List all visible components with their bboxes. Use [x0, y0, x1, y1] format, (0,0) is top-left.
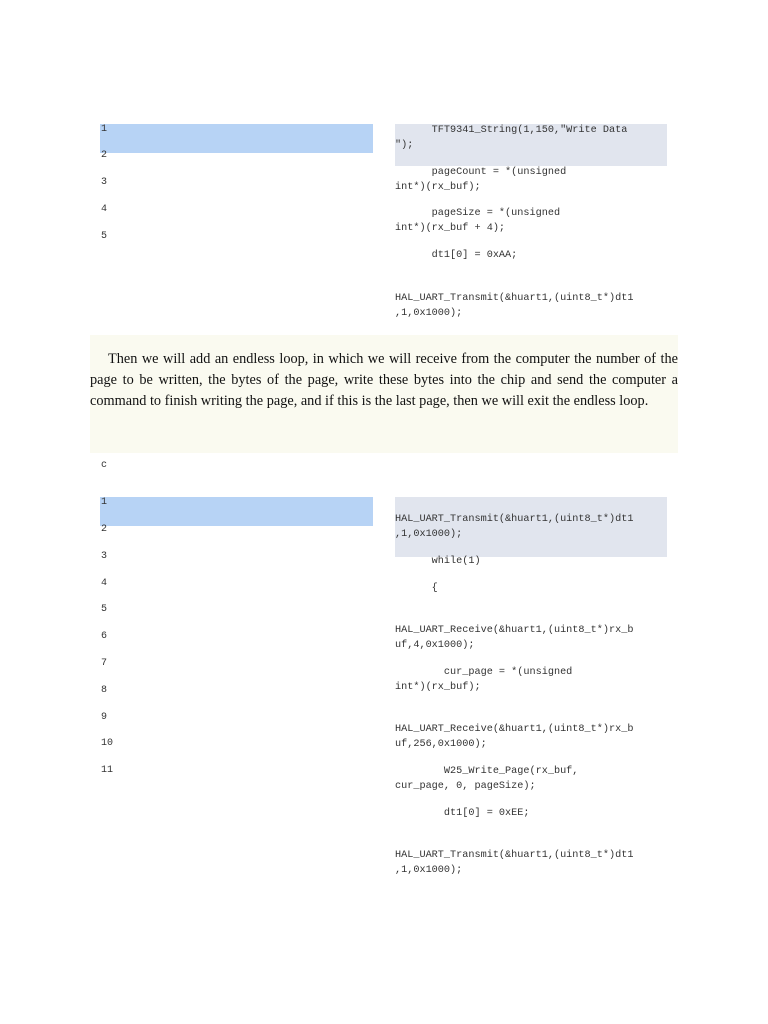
line-number: 9: [101, 712, 108, 723]
code-line: W25_Write_Page(rx_buf,: [395, 766, 579, 777]
line-number: 3: [101, 551, 108, 562]
code-line: HAL_UART_Receive(&huart1,(uint8_t*)rx_b: [395, 724, 634, 735]
code-line: {: [395, 583, 438, 594]
code-line: HAL_UART_Transmit(&huart1,(uint8_t*)dt1: [395, 514, 634, 525]
line-number: 4: [101, 578, 108, 589]
code-line: pageSize = *(unsigned: [395, 208, 561, 219]
line-highlight: [100, 497, 373, 526]
line-number: 10: [101, 738, 114, 749]
line-number: 4: [101, 204, 108, 215]
code-line: dt1[0] = 0xAA;: [395, 250, 518, 261]
line-highlight: [100, 124, 373, 153]
code-line: HAL_UART_Transmit(&huart1,(uint8_t*)dt1: [395, 850, 634, 861]
line-number: 3: [101, 177, 108, 188]
code-line: dt1[0] = 0xEE;: [395, 808, 530, 819]
body-paragraph-box: [90, 335, 678, 453]
code-line: ,1,0x1000);: [395, 529, 463, 540]
code-line: HAL_UART_Transmit(&huart1,(uint8_t*)dt1: [395, 293, 634, 304]
code-line: ");: [395, 140, 414, 151]
line-number: 5: [101, 604, 108, 615]
code-line: cur_page = *(unsigned: [395, 667, 573, 678]
code-line: ,1,0x1000);: [395, 308, 463, 319]
line-number: 2: [101, 150, 108, 161]
line-number: 2: [101, 524, 108, 535]
code-line: HAL_UART_Receive(&huart1,(uint8_t*)rx_b: [395, 625, 634, 636]
code-line: int*)(rx_buf);: [395, 182, 481, 193]
line-number: 7: [101, 658, 108, 669]
code-line: int*)(rx_buf + 4);: [395, 223, 506, 234]
code-line: uf,256,0x1000);: [395, 739, 487, 750]
line-number: 6: [101, 631, 108, 642]
code-line: while(1): [395, 556, 481, 567]
code-line: ,1,0x1000);: [395, 865, 463, 876]
body-paragraph: Then we will add an endless loop, in which we will receive from the computer the number of the page to be written, the bytes of the page, write these bytes into the chip and send the computer a command to finish writing the page, and if this is the last page, then we will exit the endless loop.: [90, 351, 678, 409]
code-line: cur_page, 0, pageSize);: [395, 781, 536, 792]
line-number: 8: [101, 685, 108, 696]
code-language-label: c: [101, 460, 108, 471]
line-number: 1: [101, 497, 108, 508]
code-line: pageCount = *(unsigned: [395, 167, 567, 178]
code-line: TFT9341_String(1,150,"Write Data: [395, 125, 628, 136]
code-line: int*)(rx_buf);: [395, 682, 481, 693]
line-number: 11: [101, 765, 114, 776]
code-line: uf,4,0x1000);: [395, 640, 475, 651]
line-number: 1: [101, 124, 108, 135]
line-number: 5: [101, 231, 108, 242]
